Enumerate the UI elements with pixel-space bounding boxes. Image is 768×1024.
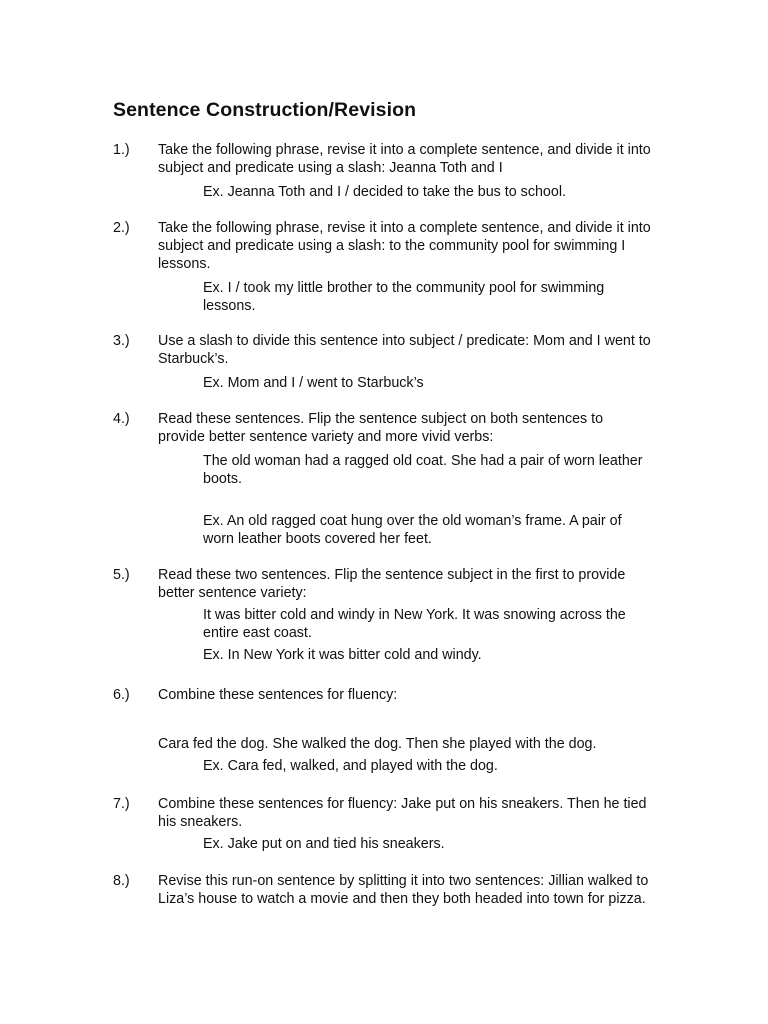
item-prompt: Take the following phrase, revise it into a complete sentence, and divide it into subject and predicate using a slash: to the community pool for swimming I lessons. [158,220,651,272]
item-number: 4.) [113,411,130,427]
item-number: 2.) [113,220,130,236]
item-sentences: Cara fed the dog. She walked the dog. Then she played with the dog. [158,736,597,752]
list-item [113,566,653,664]
list-item [113,686,653,775]
item-prompt: Use a slash to divide this sentence into subject / predicate: Mom and I went to Starbuck’s. [158,333,651,367]
list-item [113,332,653,392]
item-number: 5.) [113,567,130,583]
item-prompt: Revise this run-on sentence by splitting it into two sentences: Jillian walked to Liza’s house to watch a movie and then they both headed into town for pizza. [158,873,649,907]
item-prompt: Combine these sentences for fluency: [158,687,398,703]
list-item [113,219,653,315]
item-prompt: Read these sentences. Flip the sentence subject on both sentences to provide better sentence variety and more vivid verbs: [158,411,604,445]
list-item [113,141,653,201]
item-example: Ex. I / took my little brother to the community pool for swimming lessons. [203,280,605,314]
item-sentences: It was bitter cold and windy in New York. It was snowing across the entire east coast. [203,607,626,641]
item-prompt: Read these two sentences. Flip the sentence subject in the first to provide better sentence variety: [158,567,626,601]
item-example: Ex. Cara fed, walked, and played with the dog. [203,758,498,774]
list-item [113,410,653,548]
item-example: Ex. Jake put on and tied his sneakers. [203,836,445,852]
page-title: Sentence Construction/Revision [113,99,417,121]
item-number: 1.) [113,142,130,158]
item-sentences: The old woman had a ragged old coat. She had a pair of worn leather boots. [203,453,643,487]
item-number: 3.) [113,333,130,349]
list-item [113,795,653,853]
item-number: 6.) [113,687,130,703]
item-number: 7.) [113,796,130,812]
item-example: Ex. Jeanna Toth and I / decided to take the bus to school. [203,184,566,200]
item-prompt: Take the following phrase, revise it into a complete sentence, and divide it into subject and predicate using a slash: Jeanna Toth and I [158,142,651,176]
list-item [113,872,653,908]
item-number: 8.) [113,873,130,889]
item-example: Ex. In New York it was bitter cold and windy. [203,647,482,663]
item-prompt: Combine these sentences for fluency: Jake put on his sneakers. Then he tied his sneakers. [158,796,647,830]
item-example: Ex. An old ragged coat hung over the old woman’s frame. A pair of worn leather boots covered her feet. [203,513,622,547]
item-example: Ex. Mom and I / went to Starbuck’s [203,375,424,391]
